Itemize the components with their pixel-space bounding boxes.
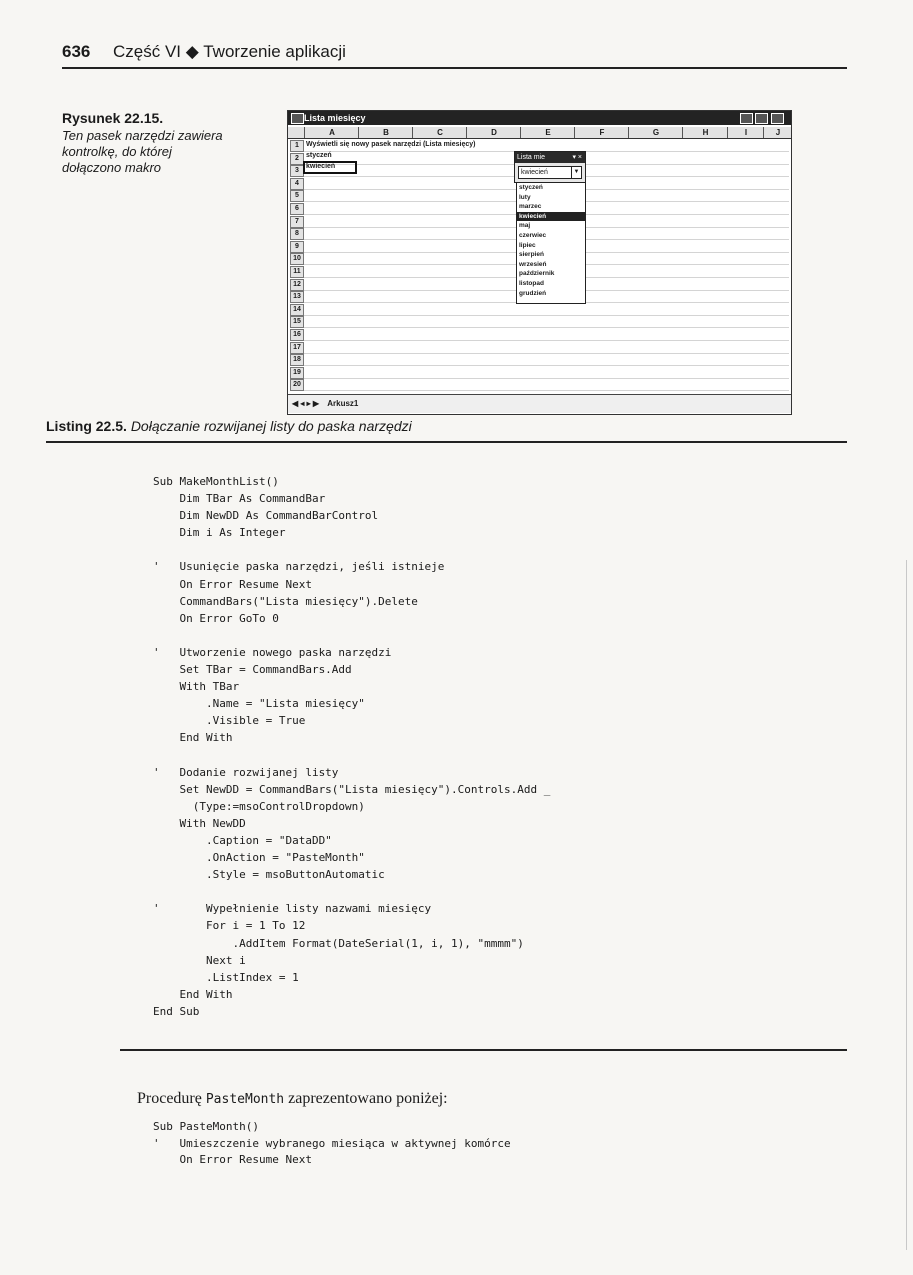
dropdown-option[interactable]: wrzesień (519, 260, 547, 268)
listing-caption (46, 418, 412, 434)
column-header: H (682, 127, 728, 138)
listing-title: Dołączanie rozwijanej listy do paska narzędzi (130, 418, 412, 434)
dropdown-option[interactable]: lipiec (519, 241, 536, 249)
row-header: 19 (290, 367, 304, 379)
chevron-down-icon[interactable]: ▼ (571, 167, 581, 178)
column-header: C (412, 127, 467, 138)
row-header: 18 (290, 354, 304, 366)
row-header: 15 (290, 316, 304, 328)
dropdown-option-selected[interactable]: kwiecień (517, 212, 585, 222)
page-number: 636 (62, 42, 91, 61)
grid-line (304, 353, 789, 354)
row-header: 6 (290, 203, 304, 215)
excel-screenshot (287, 110, 792, 415)
grid-line (304, 340, 789, 341)
body-text-before: Procedurę (137, 1090, 206, 1107)
dropdown-option[interactable]: luty (519, 193, 531, 201)
listing-end-rule (120, 1049, 847, 1051)
row-header: 10 (290, 253, 304, 265)
grid-line (304, 327, 789, 328)
column-headers (288, 127, 791, 139)
header-rule (62, 67, 847, 69)
sheet-tab[interactable]: Arkusz1 (327, 399, 359, 408)
dropdown-value: kwiecień (521, 169, 548, 176)
grid-line (304, 390, 789, 391)
row-header: 16 (290, 329, 304, 341)
excel-app-icon (291, 113, 304, 124)
sheet-tab-bar (288, 394, 791, 413)
row-header: 3 (290, 165, 304, 177)
column-header: E (520, 127, 575, 138)
dropdown-option[interactable]: styczeń (519, 184, 543, 191)
row-header: 8 (290, 228, 304, 240)
tab-scroll-icon[interactable]: ◀ ◂ ▸ ▶ (292, 399, 320, 408)
body-paragraph (137, 1090, 448, 1108)
figure-caption-text: Ten pasek narzędzi zawiera kontrolkę, do której dołączono makro (62, 128, 223, 175)
row-header: 17 (290, 342, 304, 354)
cell-a1: Wyświetli się nowy pasek narzędzi (Lista miesięcy) (306, 141, 476, 148)
toolbar-title-bar (515, 152, 585, 163)
minimize-icon (740, 113, 753, 124)
toolbar-title: Lista mie (517, 154, 546, 161)
dropdown-list[interactable] (516, 182, 586, 304)
excel-title-bar (288, 111, 791, 125)
toolbar-close-icon: ▾ × (572, 154, 582, 161)
procedure-name: PasteMonth (205, 1092, 285, 1107)
active-cell (303, 161, 357, 174)
excel-window-title: Lista miesięcy (304, 113, 366, 123)
listing-rule (46, 441, 847, 443)
dropdown-option[interactable]: czerwiec (519, 231, 547, 239)
grid-line (304, 315, 789, 316)
month-dropdown[interactable] (518, 166, 582, 179)
row-header: 4 (290, 178, 304, 190)
running-title: Część VI ◆ Tworzenie aplikacji (113, 42, 346, 61)
dropdown-option[interactable]: październik (519, 270, 555, 278)
column-header: F (574, 127, 629, 138)
dropdown-option[interactable]: grudzień (519, 289, 547, 297)
floating-toolbar[interactable] (514, 151, 586, 183)
grid-line (304, 378, 789, 379)
page-edge-line (906, 560, 907, 1250)
cell-a3: kwiecień (306, 163, 336, 170)
column-header: G (628, 127, 683, 138)
column-header: B (358, 127, 413, 138)
restore-icon (755, 113, 768, 124)
cell-a2: styczeń (306, 152, 332, 159)
row-header: 5 (290, 190, 304, 202)
dropdown-option[interactable]: listopad (519, 279, 544, 287)
row-header: 7 (290, 216, 304, 228)
dropdown-option[interactable]: maj (519, 222, 531, 230)
row-header: 9 (290, 241, 304, 253)
column-header: D (466, 127, 521, 138)
row-header: 1 (290, 140, 304, 152)
row-header: 12 (290, 279, 304, 291)
dropdown-option[interactable]: sierpień (519, 251, 544, 259)
code-snippet: Sub PasteMonth() ' Umieszczenie wybranego miesiąca w aktywnej komórce On Error Resume Next (153, 1120, 511, 1167)
row-header: 14 (290, 304, 304, 316)
row-header: 2 (290, 153, 304, 165)
close-icon (771, 113, 784, 124)
row-header: 11 (290, 266, 304, 278)
figure-label: Rysunek 22.15. (62, 110, 164, 126)
dropdown-option[interactable]: marzec (519, 203, 542, 211)
row-header: 13 (290, 291, 304, 303)
column-header: I (727, 127, 764, 138)
code-listing: Sub MakeMonthList() Dim TBar As CommandBar Dim NewDD As CommandBarControl Dim i As Integer ' Usunięcie paska narzędzi, jeśli istnieje On Error Resume Next CommandBars("Lista miesięcy").Delete On Error GoTo 0 ' Utworzenie nowego paska narzędzi Set TBar = CommandBars.Add With TBar .Name = "Lista miesięcy" .Visible = True End With ' Dodanie rozwijanej listy Set NewDD = CommandBars("Lista miesięcy").Controls.Add _ (Type:=msoControlDropdown) With NewDD .Caption = "DataDD" .OnAction = "PasteMonth" .Style = msoButtonAutomatic ' Wypełnienie listy nazwami miesięcy For i = 1 To 12 .AddItem Format(DateSerial(1, i, 1), "mmmm") Next i .ListIndex = 1 End With End Sub (153, 475, 551, 1018)
body-text-after: zaprezentowano poniżej: (284, 1090, 448, 1107)
column-header: A (304, 127, 359, 138)
row-header: 20 (290, 379, 304, 391)
listing-label: Listing 22.5. (46, 418, 127, 434)
column-header: J (763, 127, 792, 138)
figure-caption (62, 110, 232, 176)
grid-line (304, 365, 789, 366)
